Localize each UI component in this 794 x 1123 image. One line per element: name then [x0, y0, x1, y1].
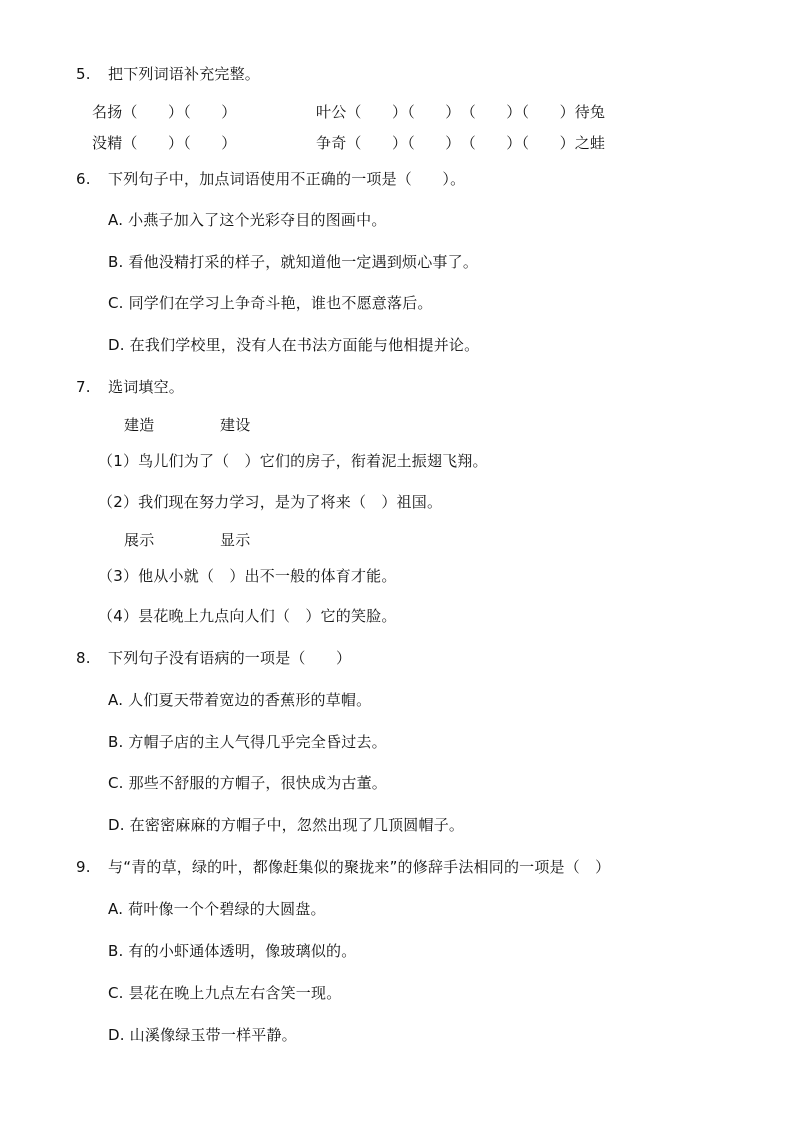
- q7-sentence-4: （4）昙花晚上九点向人们（ ）它的笑脸。: [98, 607, 397, 625]
- q6-option-d: D. 在我们学校里，没有人在书法方面能与他相提并论。: [108, 336, 480, 354]
- q5-row2-left: 没精（ ）（ ）: [92, 134, 237, 152]
- question-9-text: 与“青的草，绿的叶，都像赶集似的聚拢来”的修辞手法相同的一项是（ ）: [108, 858, 611, 876]
- question-7-number: 7.: [76, 378, 91, 396]
- q7-word-xianshi: 显示: [220, 531, 251, 549]
- q6-option-a: A. 小燕子加入了这个光彩夺目的图画中。: [108, 211, 387, 229]
- q5-row1-right: 叶公（ ）（ ） （ ）（ ）待兔: [316, 103, 606, 121]
- question-8-text: 下列句子没有语病的一项是（ ）: [108, 649, 352, 667]
- question-5-number: 5.: [76, 65, 91, 83]
- q9-option-c: C. 昙花在晚上九点左右含笑一现。: [108, 984, 342, 1002]
- question-8-number: 8.: [76, 649, 91, 667]
- question-5-text: 把下列词语补充完整。: [108, 65, 261, 83]
- q7-sentence-3: （3）他从小就（ ）出不一般的体育才能。: [98, 567, 397, 585]
- q7-sentence-1: （1）鸟儿们为了（ ）它们的房子，衔着泥土振翅飞翔。: [98, 452, 488, 470]
- q5-row1-left: 名扬（ ）（ ）: [92, 103, 237, 121]
- question-6-number: 6.: [76, 170, 91, 188]
- q6-option-b: B. 看他没精打采的样子，就知道他一定遇到烦心事了。: [108, 253, 479, 271]
- q7-word-jianshe: 建设: [220, 416, 251, 434]
- question-6-text: 下列句子中，加点词语使用不正确的一项是（ ）。: [108, 170, 466, 188]
- q9-option-a: A. 荷叶像一个个碧绿的大圆盘。: [108, 900, 326, 918]
- q5-row2-right: 争奇（ ）（ ） （ ）（ ）之蛙: [316, 134, 606, 152]
- question-9-number: 9.: [76, 858, 91, 876]
- q8-option-b: B. 方帽子店的主人气得几乎完全昏过去。: [108, 733, 387, 751]
- q8-option-d: D. 在密密麻麻的方帽子中，忽然出现了几顶圆帽子。: [108, 816, 465, 834]
- q9-option-d: D. 山溪像绿玉带一样平静。: [108, 1026, 297, 1044]
- q9-option-b: B. 有的小虾通体透明，像玻璃似的。: [108, 942, 357, 960]
- question-7-text: 选词填空。: [108, 378, 185, 396]
- q7-sentence-2: （2）我们现在努力学习，是为了将来（ ）祖国。: [98, 493, 443, 511]
- q6-option-c: C. 同学们在学习上争奇斗艳，谁也不愿意落后。: [108, 294, 433, 312]
- q7-word-zhanshi: 展示: [124, 531, 155, 549]
- q8-option-c: C. 那些不舒服的方帽子，很快成为古董。: [108, 774, 388, 792]
- q7-word-jianzao: 建造: [124, 416, 155, 434]
- q8-option-a: A. 人们夏天带着宽边的香蕉形的草帽。: [108, 691, 372, 709]
